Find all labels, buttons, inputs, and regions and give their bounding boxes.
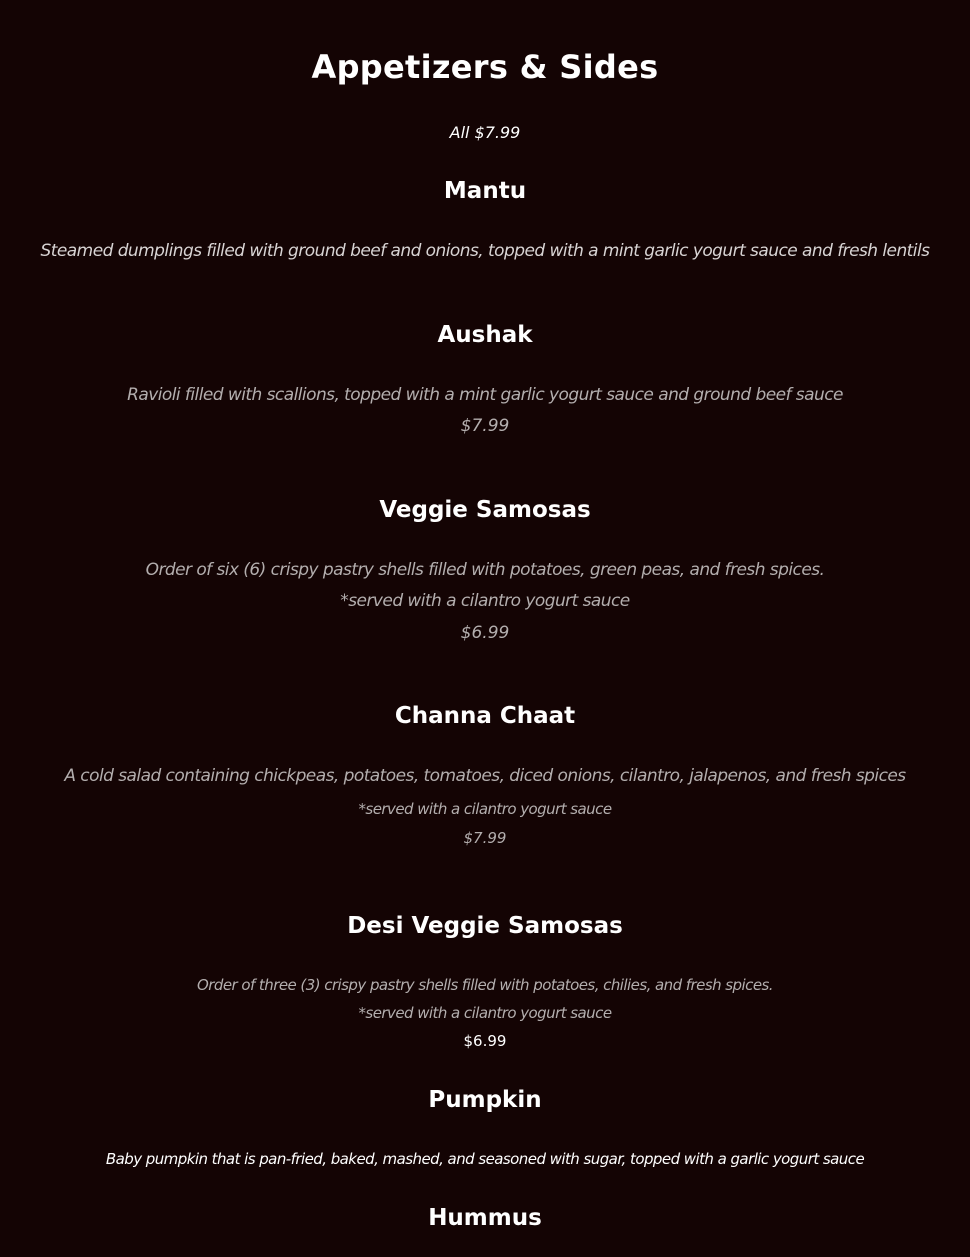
menu-item-note-desi-veggie-samosas: *served with a cilantro yogurt sauce [358, 1004, 612, 1022]
menu-item-note-channa-chaat: *served with a cilantro yogurt sauce [358, 800, 612, 818]
menu-item-description-mantu: Steamed dumplings filled with ground beef and onions, topped with a mint garlic yogurt sauce and fresh lentils [40, 241, 930, 261]
menu-item-description-pumpkin: Baby pumpkin that is pan-fried, baked, mashed, and seasoned with sugar, topped with a garlic yogurt sauce [105, 1150, 865, 1168]
menu-item-description-channa-chaat: A cold salad containing chickpeas, potatoes, tomatoes, diced onions, cilantro, jalapenos, and fresh spices [64, 766, 906, 786]
menu-item-name-hummus: Hummus [428, 1205, 542, 1231]
menu-item-description-aushak: Ravioli filled with scallions, topped with a mint garlic yogurt sauce and ground beef sauce [127, 385, 843, 405]
menu-item-description-desi-veggie-samosas: Order of three (3) crispy pastry shells filled with potatoes, chilies, and fresh spices. [197, 976, 773, 994]
menu-item-name-desi-veggie-samosas: Desi Veggie Samosas [347, 913, 623, 939]
menu-item-price-channa-chaat: $7.99 [463, 829, 507, 847]
menu-item-price-desi-veggie-samosas: $6.99 [463, 1032, 507, 1050]
section-subheading: All $7.99 [449, 123, 521, 142]
menu-item-note-veggie-samosas: *served with a cilantro yogurt sauce [340, 591, 630, 611]
menu-item-name-pumpkin: Pumpkin [428, 1087, 542, 1113]
menu-item-name-veggie-samosas: Veggie Samosas [379, 497, 591, 523]
menu-item-price-veggie-samosas: $6.99 [460, 623, 510, 643]
menu-item-description-veggie-samosas: Order of six (6) crispy pastry shells filled with potatoes, green peas, and fresh spices. [145, 560, 825, 580]
section-heading: Appetizers & Sides [311, 48, 659, 86]
menu-item-price-aushak: $7.99 [460, 416, 510, 436]
menu-item-name-channa-chaat: Channa Chaat [394, 703, 576, 729]
menu-item-name-mantu: Mantu [443, 178, 527, 204]
menu-item-name-aushak: Aushak [437, 322, 533, 348]
